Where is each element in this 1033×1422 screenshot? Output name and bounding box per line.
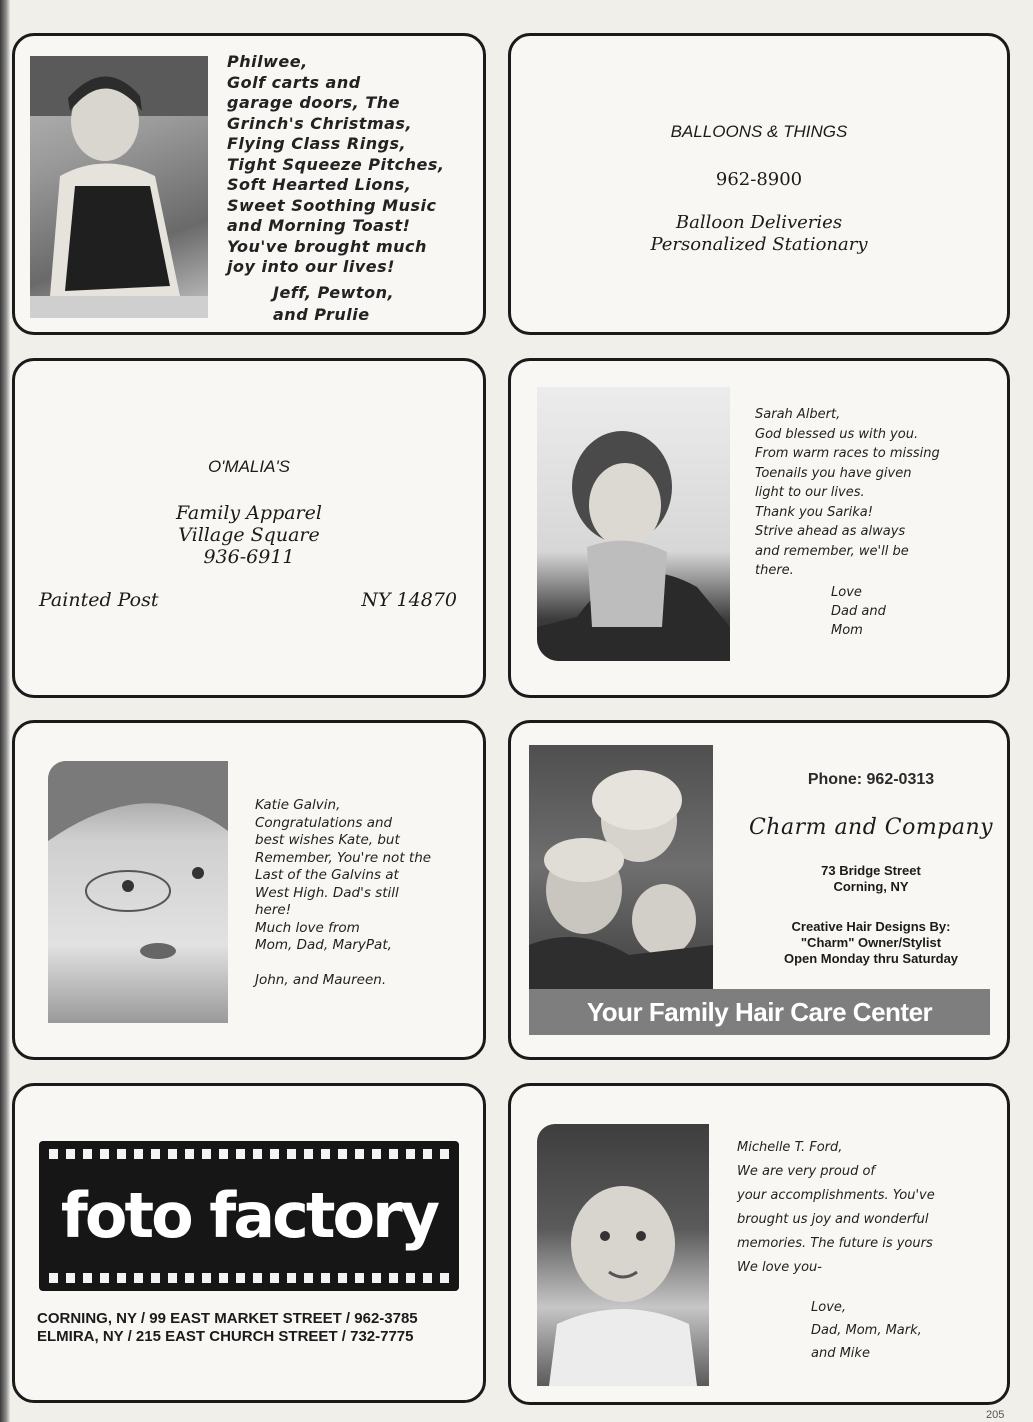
book-spine-shadow <box>0 0 10 1422</box>
business-phone: 962-8900 <box>715 169 803 190</box>
ad-card-philwee <box>12 33 486 335</box>
film-sprocket-row-bottom <box>49 1273 449 1283</box>
handwritten-note: Michelle T. Ford, We are very proud of your accomplishments. You've brought us joy and wonderful memories. The future is yours We love you- <box>737 1140 935 1275</box>
ad-card-katie-galvin <box>12 720 486 1060</box>
elmira-address: ELMIRA, NY / 215 EAST CHURCH STREET / 732-7775 <box>37 1328 414 1345</box>
note-signature: Love Dad and Mom <box>831 585 886 638</box>
store-location: Village Square <box>178 524 320 546</box>
service-line-2: Personalized Stationary <box>650 234 868 255</box>
handwritten-note: Sarah Albert, God blessed us with you. From warm races to missing Toenails you have given light to our lives. Thank you Sarika! Strive ahead as always and remember, we'll be there. <box>755 407 940 578</box>
ad-card-foto-factory <box>12 1083 486 1403</box>
handwritten-note: Katie Galvin, Congratulations and best wishes Kate, but Remember, You're not the Last of the Galvins at West High. Dad's still here! Much love from Mom, Dad, MaryPat, John, and Maureen. <box>255 797 432 988</box>
store-town: Painted Post <box>39 589 159 611</box>
ad-card-sarah-albert <box>508 358 1010 698</box>
business-name: BALLOONS & THINGS <box>670 122 848 141</box>
salon-line-2: "Charm" Owner/Stylist <box>800 935 942 950</box>
ad-card-balloons-and-things <box>508 33 1010 335</box>
store-phone: 936-6911 <box>203 546 295 568</box>
salon-line-3: Open Monday thru Saturday <box>783 951 959 966</box>
girl-figure-icon <box>537 387 730 661</box>
family-figures-icon <box>529 745 713 989</box>
corning-address: CORNING, NY / 99 EAST MARKET STREET / 962-3785 <box>37 1310 418 1327</box>
ad-card-charm-and-company <box>508 720 1010 1060</box>
salon-phone: Phone: 962-0313 <box>807 771 935 788</box>
ad-card-omalias <box>12 358 486 698</box>
girl-portrait-photo <box>537 387 730 661</box>
salon-banner: Your Family Hair Care Center <box>529 989 990 1035</box>
film-sprocket-row-top <box>49 1149 449 1159</box>
note-signature: Love, Dad, Mom, Mark, and Mike <box>811 1300 922 1361</box>
film-strip-logo <box>39 1141 459 1291</box>
store-type: Family Apparel <box>176 502 322 524</box>
note-signature: Jeff, Pewton, and Prulie <box>273 283 395 324</box>
salon-city: Corning, NY <box>833 879 909 894</box>
salon-street: 73 Bridge Street <box>821 863 921 878</box>
business-name: O'MALIA'S <box>207 457 291 476</box>
foto-factory-logo-text: foto factory <box>60 1179 438 1252</box>
child-figure-icon <box>30 56 208 318</box>
family-photo <box>529 745 713 989</box>
store-zip: NY 14870 <box>361 589 457 611</box>
child-photo <box>30 56 208 318</box>
page-number: 205 <box>986 1409 1005 1421</box>
baby-face-icon <box>48 761 228 1023</box>
ad-card-michelle-ford <box>508 1083 1010 1405</box>
salon-line-1: Creative Hair Designs By: <box>791 919 951 934</box>
baby-portrait-photo <box>48 761 228 1023</box>
baby-portrait-photo <box>537 1124 709 1386</box>
salon-name: Charm and Company <box>748 815 994 840</box>
service-line-1: Balloon Deliveries <box>675 212 843 233</box>
handwritten-note: Philwee, Golf carts and garage doors, The Grinch's Christmas, Flying Class Rings, Tight Squeeze Pitches, Soft Hearted Lions, Sweet Soothing Music and Morning Toast! You've brought much joy into our lives! <box>227 52 445 276</box>
baby-figure-icon <box>537 1124 709 1386</box>
